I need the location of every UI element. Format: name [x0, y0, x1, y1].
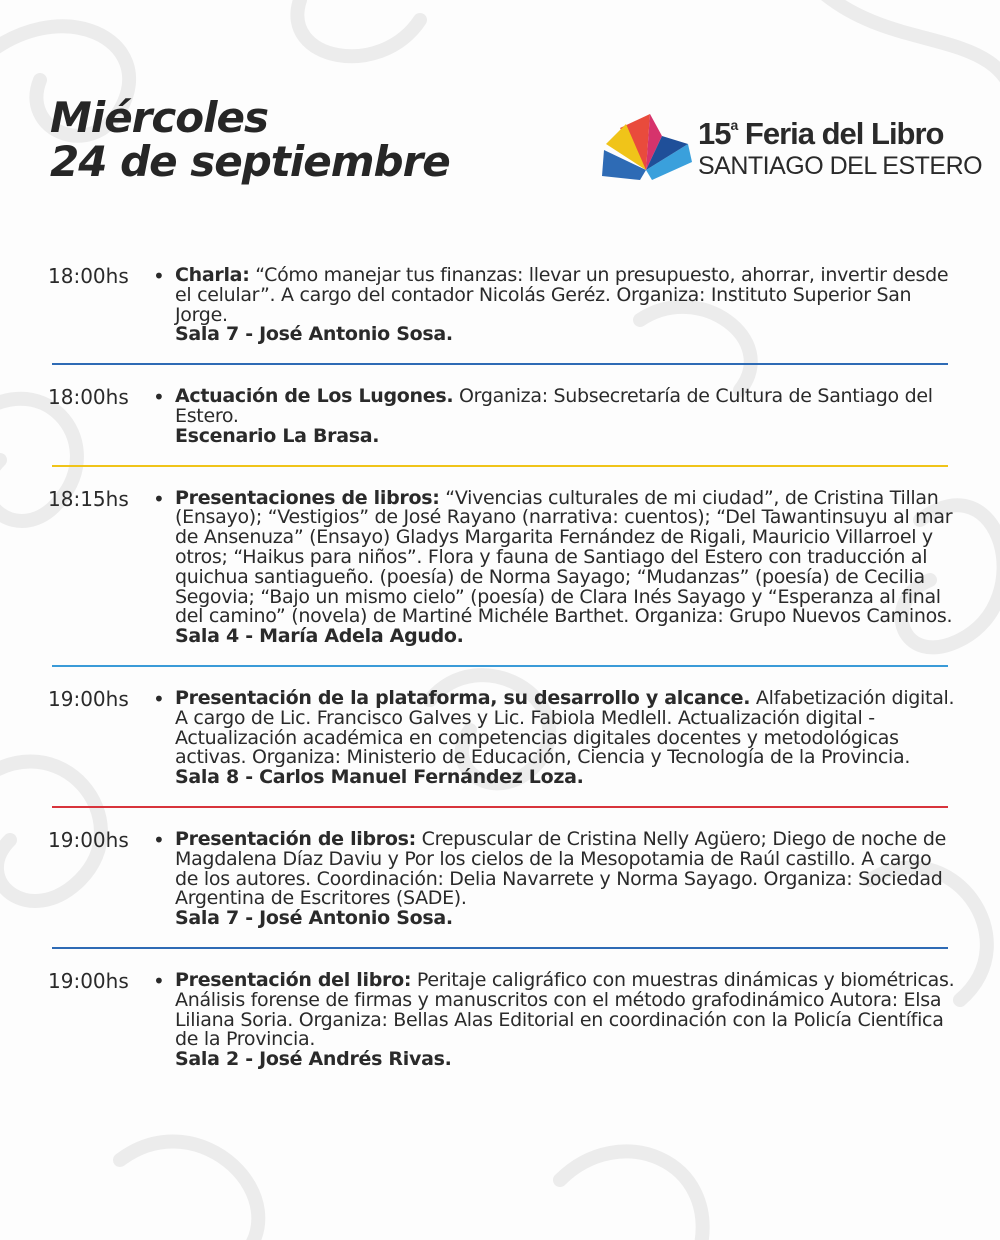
event-venue: Sala 7 - José Antonio Sosa. [175, 323, 453, 346]
event-description: Charla: “Cómo manejar tus finanzas: llevar un presupuesto, ahorrar, invertir desde el celular”. A cargo del contador Nicolás Geréz. Organiza: Instituto Superior San Jorge. [175, 264, 949, 326]
event-label: Charla: [175, 264, 250, 286]
date-heading [50, 93, 450, 186]
separator-line [52, 363, 948, 365]
event-item [48, 262, 958, 363]
bullet: • [153, 385, 165, 410]
date-title: 24 de septiembre [50, 137, 450, 186]
day-title: Miércoles [50, 93, 269, 142]
event-time: 18:15hs [48, 486, 129, 511]
event-venue: Sala 2 - José Andrés Rivas. [175, 1048, 452, 1071]
event-description: Actuación de Los Lugones. Organiza: Subsecretaría de Cultura de Santiago del Estero. [175, 385, 933, 427]
event-time: 19:00hs [48, 686, 129, 711]
logo-title: 15$^a$ Feria del Libro [698, 116, 944, 151]
event-description: Presentación de la plataforma, su desarrollo y alcance. Alfabetización digital. A cargo de Lic. Francisco Galves y Lic. Fabiola Medlell. Actualización digital - Actualización académica en competencias digitales docentes y metodológicas activas. Organiza: Ministerio de Educación, Ciencia y Tecnología de la Provincia. [175, 686, 955, 769]
event-label: Presentaciones de libros: [175, 486, 440, 509]
bullet: • [153, 827, 165, 852]
event-item [48, 826, 958, 947]
open-book-logo-icon [600, 110, 692, 182]
event-list [48, 262, 958, 1088]
event-label: Presentación de la plataforma, su desarrollo y alcance. [175, 686, 751, 709]
separator-line [52, 665, 948, 667]
separator-line [52, 806, 948, 808]
event-time: 19:00hs [48, 968, 129, 993]
event-description: Presentación de libros: Crepuscular de Cristina Nelly Agüero; Diego de noche de Magdalena Díaz Daviu y Por los cielos de la Mesopotamia de Raúl castillo. A cargo de los autores. Coordinación: Delia Navarrete y Norma Sayago. Organiza: Sociedad Argentina de Escritores (SADE). [175, 827, 947, 910]
event-label: Presentación de libros: [175, 827, 416, 850]
event-item [48, 685, 958, 806]
event-description: Presentaciones de libros: “Vivencias culturales de mi ciudad”, de Cristina Tillan (Ensayo); “Vestigios” de José Rayano (narrativa: cuentos); “Del Tawantinsuyu al mar de Ansenuza” (Ensayo) Gladys Margarita Fernández de Rigali, Mauricio Villarroel y otros; “Haikus para niños”. Flora y fauna de Santiago del Estero con traducción al quichua santiagueño. (poesía) de Norma Sayago; “Mudanzas” (poesía) de Cecilia Segovia; “Bajo un mismo cielo” (poesía) de Clara Inés Sayago y “Esperanza al final del camino” (novela) de Martiné Michéle Barthet. Organiza: Grupo Nuevos Caminos. [175, 486, 953, 628]
event-description: Presentación del libro: Peritaje caligráfico con muestras dinámicas y biométricas. Análisis forense de firmas y manuscritos con el método grafodinámico Autora: Elsa Liliana Soria. Organiza: Bellas Alas Editorial en coordinación con la Policía Científica de la Provincia. [175, 968, 955, 1051]
book-fair-logo [600, 110, 983, 182]
separator-line [52, 465, 948, 467]
event-label: Actuación de Los Lugones. [175, 385, 454, 408]
bullet: • [153, 686, 165, 711]
separator-line [52, 947, 948, 949]
event-venue: Sala 4 - María Adela Agudo. [175, 625, 464, 648]
event-label: Presentación del libro: [175, 968, 412, 991]
event-venue: Sala 8 - Carlos Manuel Fernández Loza. [175, 766, 584, 789]
event-item [48, 485, 958, 665]
event-time: 19:00hs [48, 827, 129, 852]
event-venue: Sala 7 - José Antonio Sosa. [175, 907, 453, 930]
logo-subtitle: SANTIAGO DEL ESTERO [698, 152, 983, 180]
event-item [48, 967, 958, 1088]
event-venue: Escenario La Brasa. [175, 424, 380, 447]
bullet: • [153, 486, 165, 511]
event-time: 18:00hs [48, 385, 129, 410]
bullet: • [153, 264, 165, 288]
event-item [48, 383, 958, 464]
event-time: 18:00hs [48, 264, 129, 288]
bullet: • [153, 968, 165, 993]
